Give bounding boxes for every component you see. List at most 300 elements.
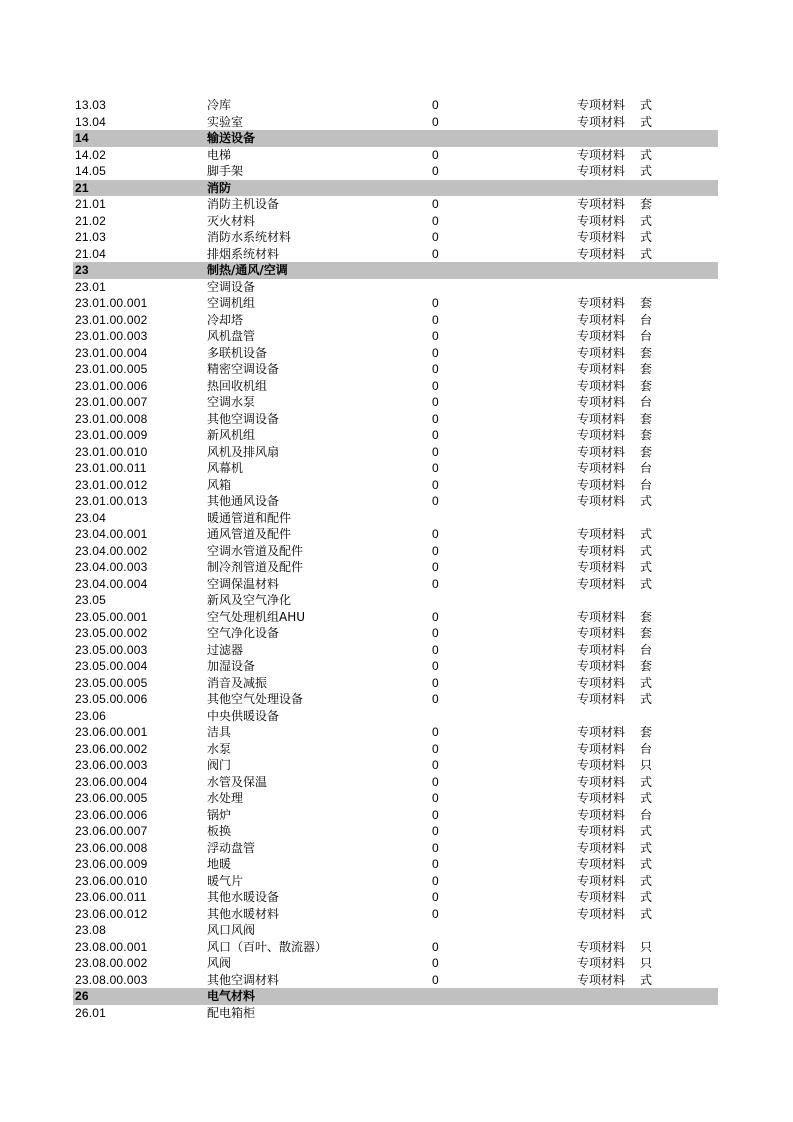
table-row: [73, 955, 718, 972]
cell-code: 23.01.00.006: [75, 378, 148, 393]
cell-unit: 套: [640, 411, 653, 426]
cell-type: 专项材料: [577, 147, 626, 162]
cell-name: 通风管道及配件: [207, 527, 292, 541]
cell-type: 专项材料: [577, 345, 626, 360]
cell-code: 23.06.00.006: [75, 807, 148, 822]
cell-qty: 0: [432, 873, 439, 888]
cell-type: 专项材料: [577, 494, 626, 508]
cell-unit: 式: [640, 890, 653, 904]
cell-code: 23.06.00.009: [75, 857, 148, 871]
table-row: [73, 312, 718, 329]
table-row: [73, 658, 718, 675]
cell-type: 专项材料: [577, 725, 626, 739]
cell-name: 电梯: [207, 147, 232, 162]
cell-code: 23.04.00.002: [75, 543, 148, 558]
table-row: [73, 295, 718, 312]
table-row: [73, 229, 718, 246]
cell-type: 专项材料: [577, 939, 626, 954]
cell-type: 专项材料: [577, 378, 626, 393]
cell-code: 23.06.00.005: [75, 791, 148, 805]
cell-name: 实验室: [207, 114, 244, 129]
cell-code: 21.03: [75, 230, 107, 244]
cell-type: 专项材料: [577, 527, 626, 541]
cell-qty: 0: [432, 692, 439, 706]
table-row: [73, 840, 718, 857]
cell-name: 制冷剂管道及配件: [207, 560, 304, 574]
cell-qty: 0: [432, 494, 439, 508]
cell-code: 23.08: [75, 923, 107, 937]
cell-qty: 0: [432, 774, 439, 789]
cell-qty: 0: [432, 411, 439, 426]
cell-unit: 式: [640, 791, 653, 805]
table-row: [73, 757, 718, 774]
table-row: [73, 378, 718, 395]
cell-code: 21.04: [75, 246, 107, 261]
cell-unit: 式: [640, 114, 653, 129]
table-row: [73, 906, 718, 923]
cell-name: 空调水泵: [207, 395, 256, 409]
cell-name: 风口（百叶、散流器）: [207, 939, 328, 954]
cell-code: 23.01.00.008: [75, 411, 148, 426]
item-table: [73, 97, 718, 1021]
section-header-row: [73, 130, 718, 147]
cell-name: 风机盘管: [207, 329, 256, 343]
cell-type: 专项材料: [577, 890, 626, 904]
cell-type: 专项材料: [577, 329, 626, 343]
cell-name: 排烟系统材料: [207, 246, 280, 261]
cell-code: 23.05.00.006: [75, 692, 148, 706]
cell-code: 23.06.00.002: [75, 741, 148, 756]
cell-code: 23.01.00.004: [75, 345, 148, 360]
cell-type: 专项材料: [577, 972, 626, 987]
cell-qty: 0: [432, 114, 439, 129]
cell-code: 23.01.00.005: [75, 362, 148, 376]
cell-unit: 台: [640, 461, 653, 475]
cell-name: 过滤器: [207, 642, 244, 657]
cell-unit: 套: [640, 725, 653, 739]
table-row: [73, 774, 718, 791]
cell-qty: 0: [432, 609, 439, 624]
cell-unit: 台: [640, 642, 653, 657]
cell-code: 23.05.00.003: [75, 642, 148, 657]
cell-name: 锅炉: [207, 807, 232, 822]
cell-code: 23.01.00.013: [75, 494, 148, 508]
cell-code: 23.08.00.003: [75, 972, 148, 987]
cell-unit: 套: [640, 659, 653, 673]
table-row: [73, 196, 718, 213]
cell-name: 电气材料: [207, 989, 256, 1003]
table-row: [73, 493, 718, 510]
cell-name: 其他水暖设备: [207, 890, 280, 904]
cell-code: 21: [75, 180, 89, 195]
cell-type: 专项材料: [577, 906, 626, 921]
cell-qty: 0: [432, 213, 439, 228]
cell-type: 专项材料: [577, 477, 626, 492]
cell-unit: 式: [640, 527, 653, 541]
cell-qty: 0: [432, 197, 439, 211]
cell-unit: 套: [640, 345, 653, 360]
cell-name: 空气净化设备: [207, 626, 280, 640]
cell-code: 23.06: [75, 708, 107, 723]
cell-qty: 0: [432, 147, 439, 162]
cell-unit: 式: [640, 840, 653, 855]
cell-qty: 0: [432, 626, 439, 640]
table-row: [73, 807, 718, 824]
cell-name: 水管及保温: [207, 774, 268, 789]
cell-name: 风机及排风扇: [207, 444, 280, 459]
cell-qty: 0: [432, 543, 439, 558]
cell-code: 23.08.00.001: [75, 939, 148, 954]
cell-qty: 0: [432, 296, 439, 310]
cell-qty: 0: [432, 527, 439, 541]
cell-qty: 0: [432, 444, 439, 459]
cell-name: 冷库: [207, 98, 232, 112]
cell-qty: 0: [432, 477, 439, 492]
cell-type: 专项材料: [577, 543, 626, 558]
cell-name: 加湿设备: [207, 659, 256, 673]
cell-type: 专项材料: [577, 164, 626, 178]
table-row: [73, 394, 718, 411]
cell-name: 洁具: [207, 725, 232, 739]
cell-unit: 台: [640, 741, 653, 756]
cell-code: 23.01.00.009: [75, 428, 148, 442]
cell-unit: 台: [640, 329, 653, 343]
table-row: [73, 625, 718, 642]
cell-name: 多联机设备: [207, 345, 268, 360]
cell-name: 阀门: [207, 758, 232, 772]
cell-code: 23.01.00.011: [75, 461, 147, 475]
cell-name: 水处理: [207, 791, 244, 805]
table-row: [73, 526, 718, 543]
table-row: [73, 939, 718, 956]
cell-type: 专项材料: [577, 758, 626, 772]
cell-qty: 0: [432, 560, 439, 574]
cell-unit: 只: [640, 939, 653, 954]
cell-name: 暖通管道和配件: [207, 510, 292, 525]
cell-code: 14.02: [75, 147, 107, 162]
cell-code: 23.06.00.003: [75, 758, 148, 772]
cell-name: 制热/通风/空调: [207, 263, 288, 277]
cell-qty: 0: [432, 741, 439, 756]
cell-unit: 式: [640, 576, 653, 591]
table-row: [73, 675, 718, 692]
table-row: [73, 609, 718, 626]
cell-type: 专项材料: [577, 246, 626, 261]
table-row: [73, 856, 718, 873]
cell-type: 专项材料: [577, 395, 626, 409]
cell-code: 23.01.00.010: [75, 444, 148, 459]
cell-code: 23.04.00.001: [75, 527, 148, 541]
cell-qty: 0: [432, 576, 439, 591]
cell-code: 23.05.00.002: [75, 626, 148, 640]
cell-code: 23.08.00.002: [75, 956, 148, 970]
cell-name: 其他水暖材料: [207, 906, 280, 921]
cell-name: 消防水系统材料: [207, 230, 292, 244]
cell-type: 专项材料: [577, 114, 626, 129]
table-row: [73, 477, 718, 494]
cell-code: 23.06.00.008: [75, 840, 148, 855]
cell-name: 消音及减振: [207, 675, 268, 690]
cell-name: 精密空调设备: [207, 362, 280, 376]
cell-qty: 0: [432, 758, 439, 772]
cell-unit: 套: [640, 296, 653, 310]
cell-code: 23.04.00.004: [75, 576, 148, 591]
cell-type: 专项材料: [577, 807, 626, 822]
cell-name: 其他通风设备: [207, 494, 280, 508]
cell-code: 26: [75, 989, 89, 1003]
cell-code: 26.01: [75, 1005, 107, 1020]
cell-type: 专项材料: [577, 675, 626, 690]
table-row: [73, 790, 718, 807]
cell-code: 23.06.00.010: [75, 873, 148, 888]
cell-type: 专项材料: [577, 840, 626, 855]
cell-name: 暖气片: [207, 873, 244, 888]
cell-unit: 式: [640, 246, 653, 261]
cell-qty: 0: [432, 857, 439, 871]
cell-code: 23.05.00.004: [75, 659, 148, 673]
cell-unit: 式: [640, 692, 653, 706]
cell-type: 专项材料: [577, 213, 626, 228]
cell-code: 23.01.00.001: [75, 296, 148, 310]
cell-name: 风幕机: [207, 461, 244, 475]
cell-unit: 式: [640, 774, 653, 789]
cell-code: 14.05: [75, 164, 107, 178]
cell-qty: 0: [432, 791, 439, 805]
cell-type: 专项材料: [577, 873, 626, 888]
table-row: [73, 724, 718, 741]
cell-name: 脚手架: [207, 164, 244, 178]
cell-type: 专项材料: [577, 444, 626, 459]
cell-name: 水泵: [207, 741, 232, 756]
section-header-row: [73, 262, 718, 279]
cell-code: 23.05: [75, 593, 107, 607]
cell-name: 中央供暖设备: [207, 708, 280, 723]
cell-name: 灭火材料: [207, 213, 256, 228]
cell-qty: 0: [432, 725, 439, 739]
cell-qty: 0: [432, 890, 439, 904]
cell-name: 风箱: [207, 477, 232, 492]
cell-qty: 0: [432, 461, 439, 475]
cell-unit: 式: [640, 560, 653, 574]
cell-code: 23.01.00.002: [75, 312, 148, 327]
cell-unit: 式: [640, 972, 653, 987]
table-row: [73, 213, 718, 230]
cell-type: 专项材料: [577, 197, 626, 211]
cell-type: 专项材料: [577, 296, 626, 310]
table-row: [73, 114, 718, 131]
cell-unit: 套: [640, 626, 653, 640]
table-row: [73, 510, 718, 527]
cell-unit: 台: [640, 312, 653, 327]
cell-unit: 式: [640, 857, 653, 871]
table-row: [73, 411, 718, 428]
cell-name: 其他空调设备: [207, 411, 280, 426]
table-row: [73, 97, 718, 114]
table-row: [73, 922, 718, 939]
table-row: [73, 642, 718, 659]
table-row: [73, 460, 718, 477]
cell-unit: 式: [640, 824, 653, 838]
cell-unit: 套: [640, 609, 653, 624]
table-row: [73, 691, 718, 708]
cell-qty: 0: [432, 642, 439, 657]
cell-name: 风阀: [207, 956, 232, 970]
cell-code: 23.05.00.005: [75, 675, 148, 690]
cell-unit: 式: [640, 230, 653, 244]
cell-type: 专项材料: [577, 461, 626, 475]
cell-code: 23.06.00.004: [75, 774, 148, 789]
cell-qty: 0: [432, 98, 439, 112]
cell-unit: 式: [640, 213, 653, 228]
cell-type: 专项材料: [577, 857, 626, 871]
cell-name: 新风机组: [207, 428, 256, 442]
cell-type: 专项材料: [577, 741, 626, 756]
cell-qty: 0: [432, 906, 439, 921]
cell-code: 23.06.00.007: [75, 824, 148, 838]
cell-type: 专项材料: [577, 98, 626, 112]
cell-name: 空调设备: [207, 279, 256, 294]
cell-name: 空调保温材料: [207, 576, 280, 591]
cell-qty: 0: [432, 329, 439, 343]
cell-name: 空调水管道及配件: [207, 543, 304, 558]
cell-type: 专项材料: [577, 312, 626, 327]
cell-type: 专项材料: [577, 824, 626, 838]
table-row: [73, 873, 718, 890]
cell-code: 23.01: [75, 279, 107, 294]
cell-name: 消防: [207, 180, 232, 195]
cell-type: 专项材料: [577, 560, 626, 574]
cell-qty: 0: [432, 345, 439, 360]
cell-type: 专项材料: [577, 642, 626, 657]
cell-code: 23.04: [75, 510, 107, 525]
cell-name: 风口风阀: [207, 923, 256, 937]
cell-unit: 套: [640, 444, 653, 459]
cell-qty: 0: [432, 312, 439, 327]
cell-qty: 0: [432, 840, 439, 855]
cell-type: 专项材料: [577, 791, 626, 805]
cell-unit: 式: [640, 494, 653, 508]
cell-code: 23.06.00.001: [75, 725, 148, 739]
cell-qty: 0: [432, 972, 439, 987]
cell-name: 地暖: [207, 857, 232, 871]
cell-unit: 台: [640, 395, 653, 409]
cell-code: 23.01.00.012: [75, 477, 148, 492]
cell-type: 专项材料: [577, 659, 626, 673]
cell-code: 23.01.00.003: [75, 329, 148, 343]
table-row: [73, 543, 718, 560]
cell-name: 板换: [207, 824, 232, 838]
cell-qty: 0: [432, 428, 439, 442]
table-row: [73, 361, 718, 378]
table-row: [73, 1005, 718, 1022]
cell-unit: 式: [640, 543, 653, 558]
cell-type: 专项材料: [577, 230, 626, 244]
cell-type: 专项材料: [577, 362, 626, 376]
cell-type: 专项材料: [577, 428, 626, 442]
cell-type: 专项材料: [577, 692, 626, 706]
cell-name: 空气处理机组AHU: [207, 609, 306, 624]
cell-type: 专项材料: [577, 609, 626, 624]
cell-name: 配电箱柜: [207, 1005, 256, 1020]
cell-qty: 0: [432, 659, 439, 673]
cell-name: 浮动盘管: [207, 840, 256, 855]
section-header-row: [73, 180, 718, 197]
cell-qty: 0: [432, 164, 439, 178]
cell-code: 23.06.00.012: [75, 906, 148, 921]
cell-unit: 式: [640, 906, 653, 921]
cell-code: 14: [75, 131, 89, 145]
cell-name: 新风及空气净化: [207, 593, 292, 607]
cell-unit: 套: [640, 428, 653, 442]
table-row: [73, 559, 718, 576]
table-row: [73, 708, 718, 725]
cell-name: 其他空气处理设备: [207, 692, 304, 706]
cell-code: 23.05.00.001: [75, 609, 148, 624]
cell-type: 专项材料: [577, 411, 626, 426]
cell-unit: 式: [640, 675, 653, 690]
cell-type: 专项材料: [577, 576, 626, 591]
cell-unit: 式: [640, 147, 653, 162]
cell-unit: 套: [640, 378, 653, 393]
table-row: [73, 427, 718, 444]
cell-unit: 只: [640, 758, 653, 772]
cell-unit: 式: [640, 98, 653, 112]
cell-code: 23.04.00.003: [75, 560, 148, 574]
cell-name: 冷却塔: [207, 312, 244, 327]
cell-name: 空调机组: [207, 296, 256, 310]
cell-code: 13.04: [75, 114, 107, 129]
table-row: [73, 246, 718, 263]
cell-code: 23.06.00.011: [75, 890, 147, 904]
table-row: [73, 345, 718, 362]
cell-type: 专项材料: [577, 626, 626, 640]
table-row: [73, 741, 718, 758]
cell-unit: 式: [640, 873, 653, 888]
cell-unit: 套: [640, 197, 653, 211]
table-row: [73, 823, 718, 840]
cell-qty: 0: [432, 246, 439, 261]
table-row: [73, 163, 718, 180]
cell-unit: 只: [640, 956, 653, 970]
cell-qty: 0: [432, 824, 439, 838]
table-row: [73, 328, 718, 345]
table-row: [73, 592, 718, 609]
cell-unit: 台: [640, 477, 653, 492]
cell-qty: 0: [432, 939, 439, 954]
cell-type: 专项材料: [577, 956, 626, 970]
cell-name: 消防主机设备: [207, 197, 280, 211]
cell-qty: 0: [432, 362, 439, 376]
cell-unit: 套: [640, 362, 653, 376]
section-header-row: [73, 988, 718, 1005]
cell-code: 23: [75, 263, 89, 277]
cell-code: 21.01: [75, 197, 107, 211]
table-row: [73, 279, 718, 296]
cell-name: 热回收机组: [207, 378, 268, 393]
cell-qty: 0: [432, 675, 439, 690]
cell-code: 23.01.00.007: [75, 395, 148, 409]
cell-code: 21.02: [75, 213, 107, 228]
cell-qty: 0: [432, 230, 439, 244]
table-row: [73, 972, 718, 989]
table-row: [73, 889, 718, 906]
cell-qty: 0: [432, 956, 439, 970]
cell-unit: 台: [640, 807, 653, 822]
cell-qty: 0: [432, 395, 439, 409]
cell-qty: 0: [432, 807, 439, 822]
cell-name: 输送设备: [207, 131, 256, 145]
table-row: [73, 147, 718, 164]
